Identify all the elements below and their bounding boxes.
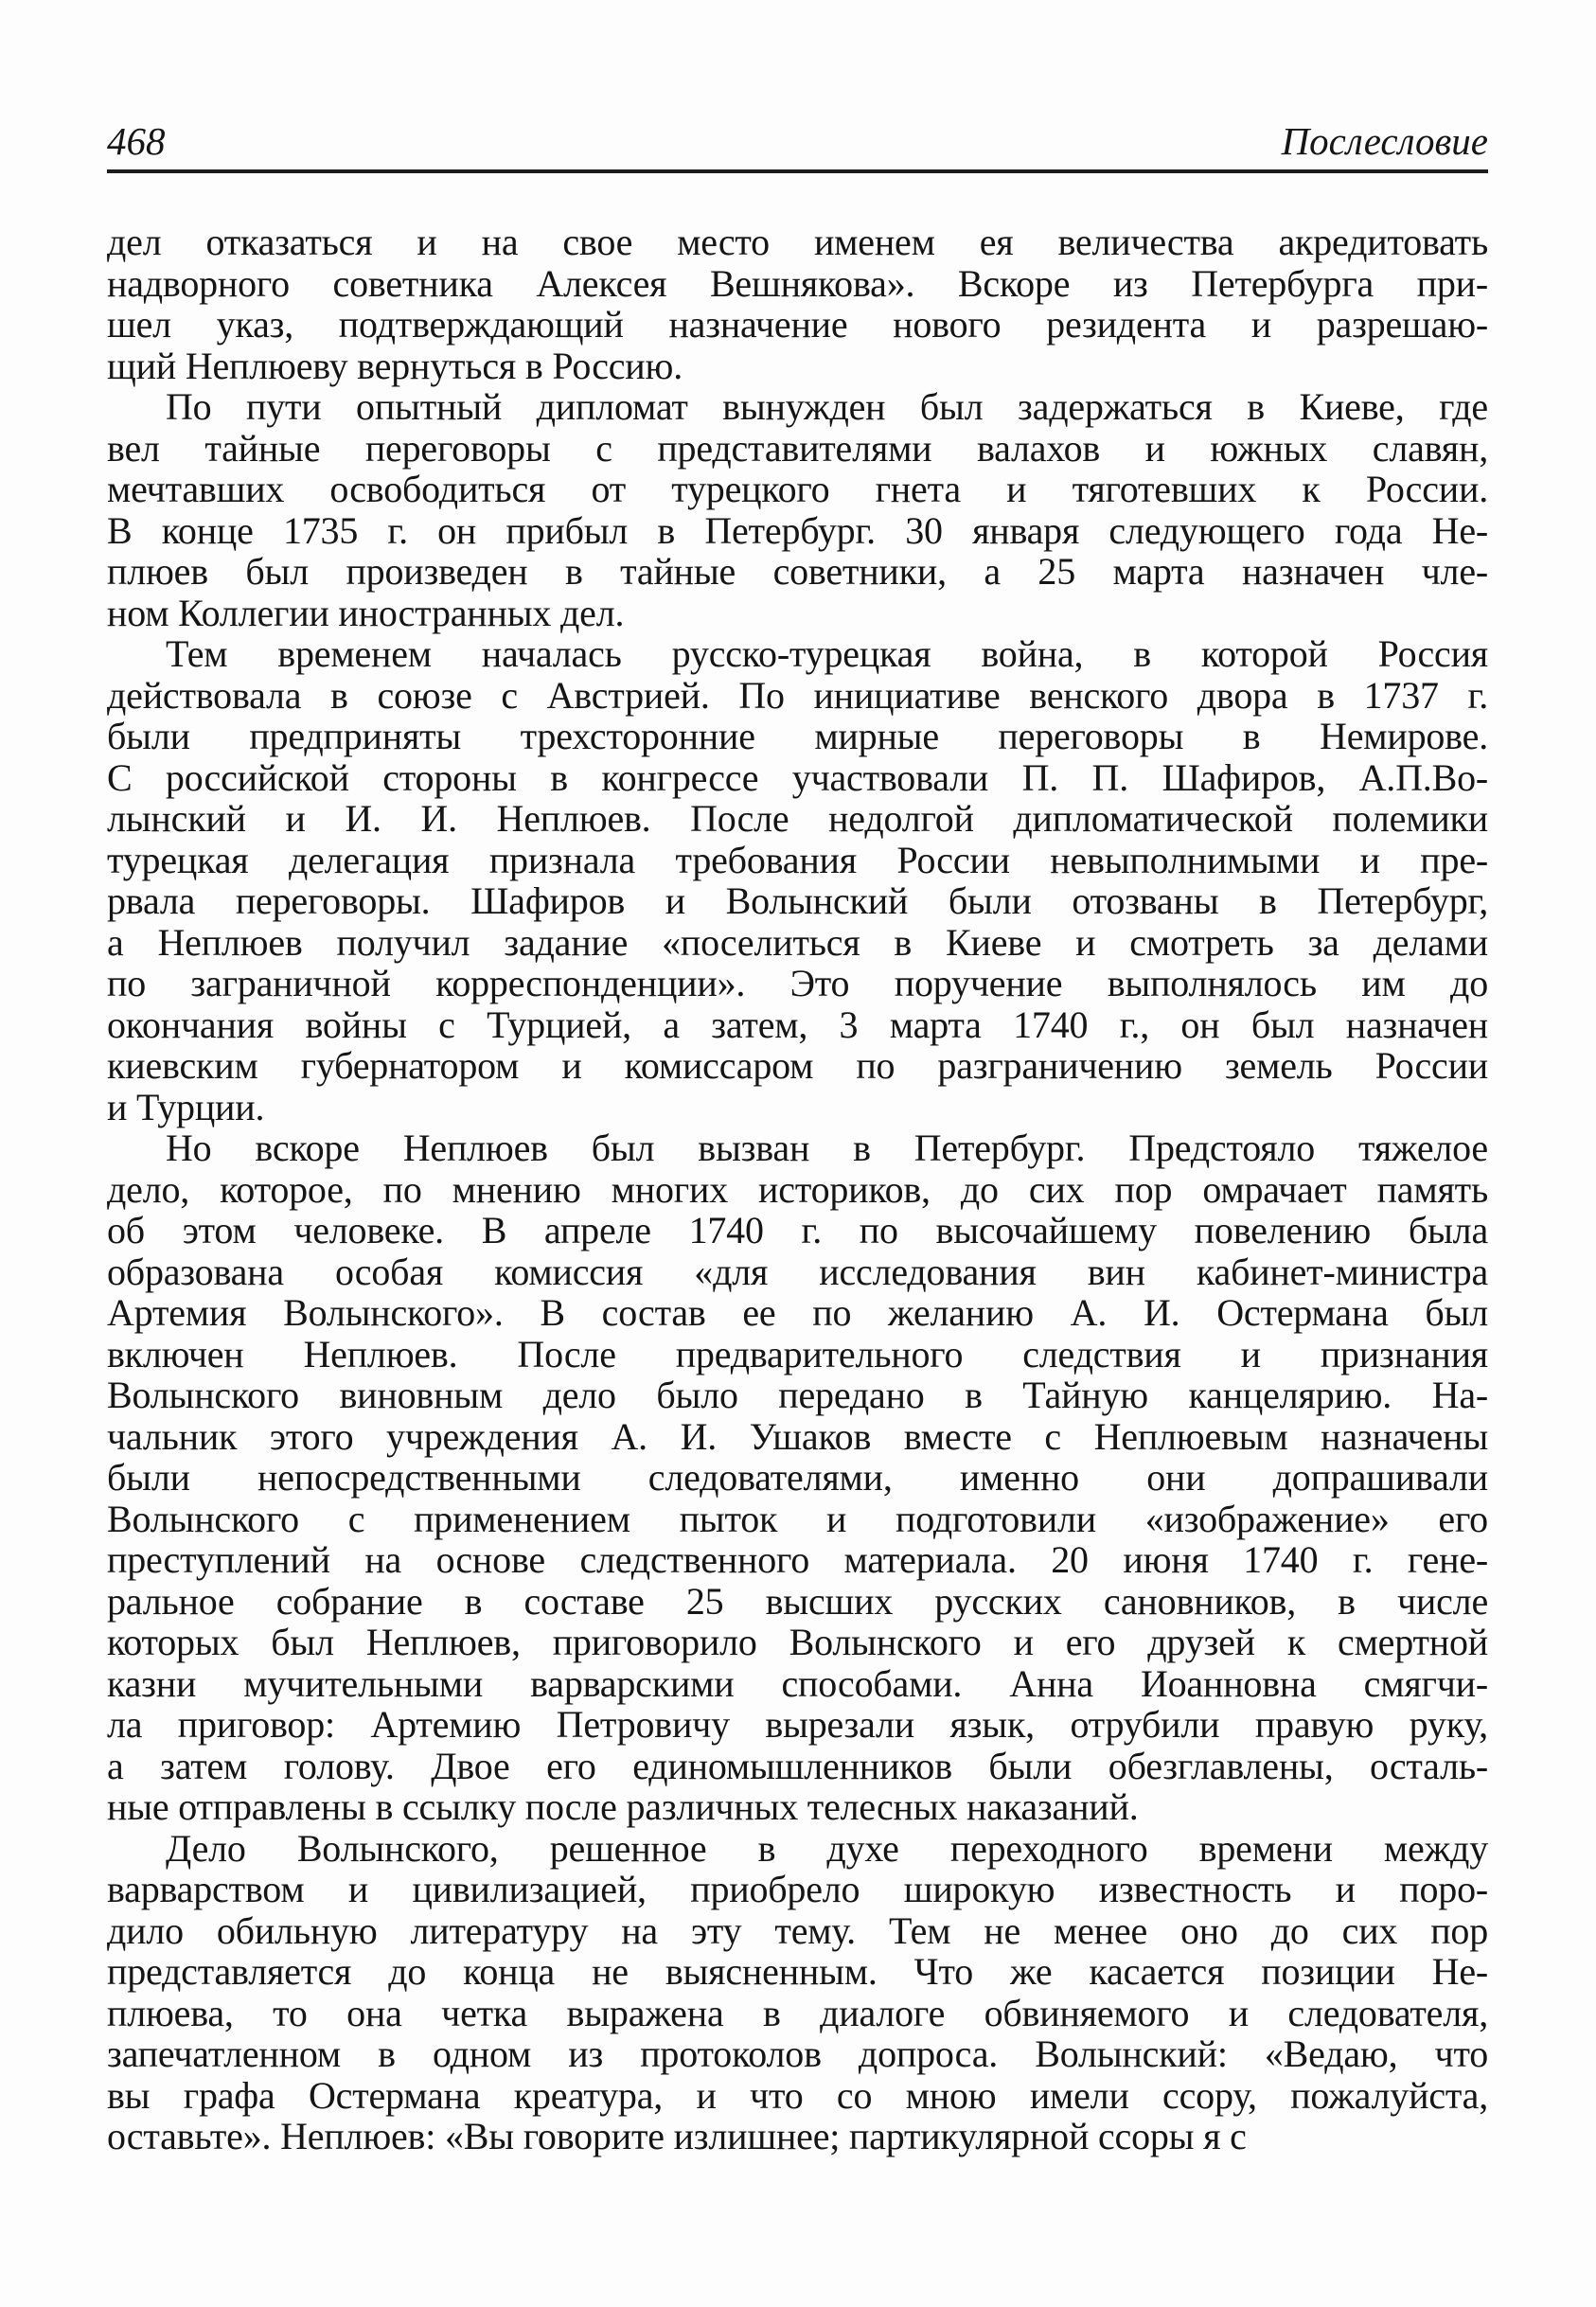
text-line: Волынского виновным дело было передано в Тайную канцелярию. На- — [107, 1374, 1488, 1416]
text-line: по заграничной корреспонденции». Это поручение выполнялось им до — [107, 962, 1488, 1004]
text-line: ральное собрание в составе 25 высших русских сановников, в числе — [107, 1579, 1488, 1623]
text-line: оставьте». Неплюев: «Вы говорите излишнее; партикулярной ссоры я с — [107, 2115, 1247, 2157]
paragraph — [107, 1828, 1488, 2157]
text-line: были предприняты трехсторонние мирные переговоры в Немирове. — [107, 715, 1488, 757]
text-line: По пути опытный дипломат вынужден был задержаться в Киеве, где — [166, 385, 1488, 428]
text-line: Тем временем началась русско-турецкая война, в которой Россия — [166, 632, 1488, 675]
text-line: лынский и И. И. Неплюев. После недолгой дипломатической полемики — [107, 797, 1488, 840]
text-line: вел тайные переговоры с представителями валахов и южных славян, — [107, 426, 1488, 470]
header-rule — [107, 169, 1488, 173]
text-line: плюев был произведен в тайные советники, а 25 марта назначен чле- — [107, 550, 1488, 593]
text-line: а Неплюев получил задание «поселиться в Киеве и смотреть за делами — [107, 920, 1488, 964]
text-line: казни мучительными варварскими способами. Анна Иоанновна смягчи- — [107, 1661, 1488, 1705]
text-line: об этом человеке. В апреле 1740 г. по высочайшему повелению была — [107, 1209, 1488, 1251]
text-line: киевским губернатором и комиссаром по разграничению земель России — [107, 1044, 1488, 1087]
paragraph — [107, 386, 1488, 633]
text-line: представляется до конца не выясненным. Что же касается позиции Не- — [107, 1950, 1488, 1993]
text-line: варварством и цивилизацией, приобрело широкую известность и поро- — [107, 1868, 1488, 1910]
page-header — [107, 119, 1488, 163]
text-line: вы графа Остермана креатура, и что со мною имели ссору, пожалуйста, — [107, 2073, 1488, 2117]
text-line: дило обильную литературу на эту тему. Тем не менее оно до сих пор — [107, 1908, 1488, 1952]
text-line: надворного советника Алексея Вешнякова». Вскоре из Петербурга при- — [107, 261, 1488, 305]
text-line: преступлений на основе следственного материала. 20 июня 1740 г. гене- — [107, 1538, 1488, 1581]
text-line: дел отказаться и на свое место именем ея величества акредитовать — [107, 221, 1488, 263]
text-line: Волынского с применением пыток и подготовили «изображение» его — [107, 1497, 1488, 1540]
text-line: окончания войны с Турцией, а затем, 3 марта 1740 г., он был назначен — [107, 1003, 1488, 1046]
text-line: щий Неплюеву вернуться в Россию. — [107, 344, 683, 387]
text-line: Артемия Волынского». В состав ее по желанию А. И. Остермана был — [107, 1291, 1488, 1334]
text-line: турецкая делегация признала требования России невыполнимыми и пре- — [107, 838, 1488, 881]
paragraph — [107, 222, 1488, 386]
text-line: плюева, то она четка выражена в диалоге обвиняемого и следователя, — [107, 1991, 1488, 2034]
text-line: и Турции. — [107, 1085, 265, 1128]
text-line: чальник этого учреждения А. И. Ушаков вместе с Неплюевым назначены — [107, 1414, 1488, 1458]
text-line: Но вскоре Неплюев был вызван в Петербург. Предстояло тяжелое — [166, 1127, 1488, 1169]
text-line: а затем голову. Двое его единомышленников были обезглавлены, осталь- — [107, 1744, 1488, 1787]
text-line: ные отправлены в ссылку после различных телесных наказаний. — [107, 1785, 1139, 1828]
text-line: В конце 1735 г. он прибыл в Петербург. 30 января следующего года Не- — [107, 508, 1488, 552]
text-line: ном Коллегии иностранных дел. — [107, 591, 625, 634]
text-line: дело, которое, по мнению многих историков, до сих пор омрачает память — [107, 1167, 1488, 1211]
text-line: запечатленном в одном из протоколов допроса. Волынский: «Ведаю, что — [107, 2032, 1488, 2075]
text-line: действовала в союзе с Австрией. По инициативе венского двора в 1737 г. — [107, 673, 1488, 717]
page-body — [107, 222, 1488, 2157]
running-title: Послесловие — [1281, 119, 1488, 163]
text-line: С российской стороны в конгрессе участвовали П. П. Шафиров, А.П.Во- — [107, 755, 1488, 799]
text-line: включен Неплюев. После предварительного следствия и признания — [107, 1332, 1488, 1375]
page-number: 468 — [107, 119, 166, 163]
paragraph — [107, 1127, 1488, 1828]
text-line: Дело Волынского, решенное в духе переходного времени между — [166, 1826, 1488, 1870]
text-line: были непосредственными следователями, именно они допрашивали — [107, 1456, 1488, 1499]
text-line: шел указ, подтверждающий назначение нового резидента и разрешаю- — [107, 303, 1488, 346]
paragraph — [107, 633, 1488, 1127]
text-line: мечтавших освободиться от турецкого гнета и тяготевших к России. — [107, 468, 1488, 510]
text-line: которых был Неплюев, приговорило Волынского и его друзей к смертной — [107, 1621, 1488, 1663]
text-line: ла приговор: Артемию Петровичу вырезали язык, отрубили правую руку, — [107, 1703, 1488, 1746]
text-line: рвала переговоры. Шафиров и Волынский были отозваны в Петербург, — [107, 879, 1488, 922]
text-line: образована особая комиссия «для исследования вин кабинет-министра — [107, 1250, 1488, 1293]
